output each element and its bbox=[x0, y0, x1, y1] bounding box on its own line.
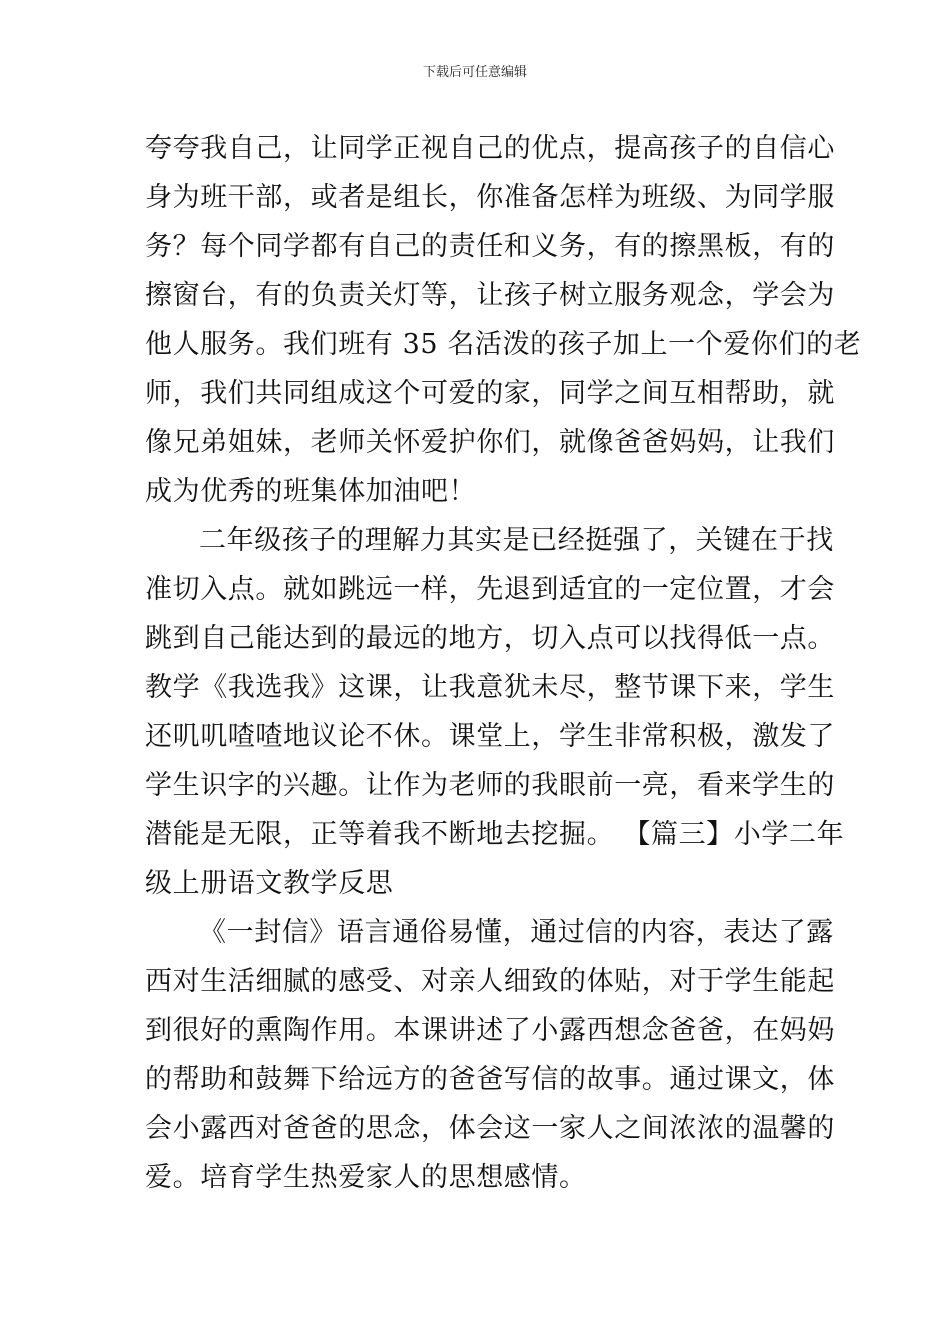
text-line: 教学《我选我》这课，让我意犹未尽，整节课下来，学生 bbox=[145, 672, 835, 703]
text-line: 师，我们共同组成这个可爱的家，同学之间互相帮助，就 bbox=[145, 378, 835, 409]
text-line: 西对生活细腻的感受、对亲人细致的体贴，对于学生能起 bbox=[145, 966, 835, 997]
text-line: 身为班干部，或者是组长，你准备怎样为班级、为同学服 bbox=[145, 182, 835, 213]
text-line: 会小露西对爸爸的思念，体会这一家人之间浓浓的温馨的 bbox=[145, 1113, 835, 1144]
text-line: 到很好的熏陶作用。本课讲述了小露西想念爸爸，在妈妈 bbox=[145, 1015, 835, 1046]
text-line: 跳到自己能达到的最远的地方，切入点可以找得低一点。 bbox=[145, 623, 835, 654]
text-line: 像兄弟姐妹，老师关怀爱护你们，就像爸爸妈妈，让我们 bbox=[145, 427, 835, 458]
text-line: 擦窗台，有的负责关灯等，让孩子树立服务观念，学会为 bbox=[145, 280, 835, 311]
document-body bbox=[145, 124, 862, 1202]
text-line: 夸夸我自己，让同学正视自己的优点，提高孩子的自信心 bbox=[145, 133, 835, 164]
text-line: 准切入点。就如跳远一样，先退到适宜的一定位置，才会 bbox=[145, 574, 835, 605]
paragraph-start-line: 《一封信》语言通俗易懂，通过信的内容，表达了露 bbox=[199, 917, 834, 948]
text-line: 潜能是无限，正等着我不断地去挖掘。 【篇三】小学二年 bbox=[145, 819, 845, 850]
text-line: 他人服务。我们班有 35 名活泼的孩子加上一个爱你们的老 bbox=[145, 329, 862, 360]
text-line: 务？每个同学都有自己的责任和义务，有的擦黑板，有的 bbox=[145, 231, 835, 262]
text-line: 成为优秀的班集体加油吧！ bbox=[145, 476, 477, 507]
paragraph-start-line: 二年级孩子的理解力其实是已经挺强了，关键在于找 bbox=[199, 525, 834, 556]
text-line: 的帮助和鼓舞下给远方的爸爸写信的故事。通过课文，体 bbox=[145, 1064, 835, 1095]
text-line: 爱。培育学生热爱家人的思想感情。 bbox=[145, 1162, 587, 1193]
text-line: 还叽叽喳喳地议论不休。课堂上，学生非常积极，激发了 bbox=[145, 721, 835, 752]
text-line: 级上册语文教学反思 bbox=[145, 868, 394, 899]
page-header: 下载后可任意编辑 bbox=[422, 65, 527, 80]
text-line: 学生识字的兴趣。让作为老师的我眼前一亮，看来学生的 bbox=[145, 770, 835, 801]
